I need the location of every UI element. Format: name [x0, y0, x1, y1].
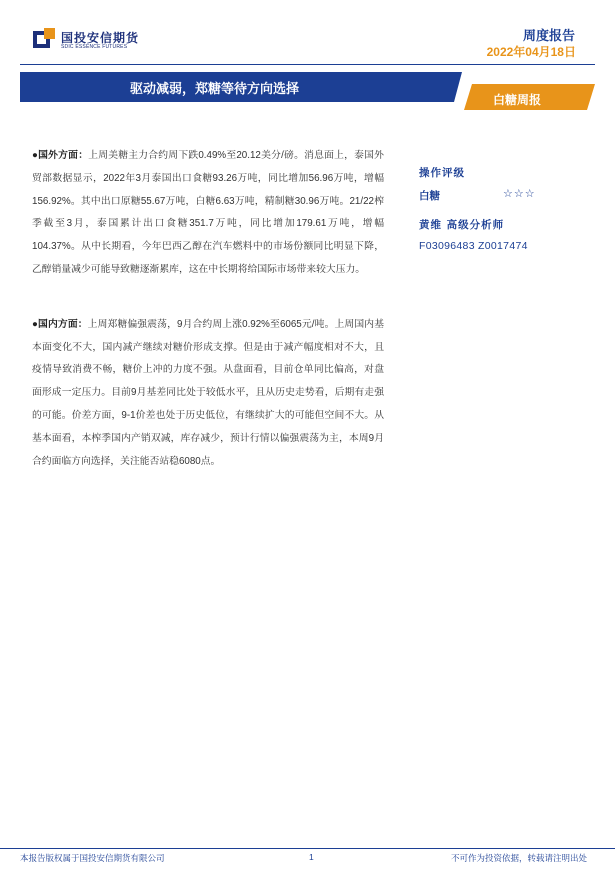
rating-row: [419, 188, 589, 208]
rating-stars-icon: ☆☆☆: [503, 188, 536, 200]
logo-mark-icon: [33, 28, 55, 50]
rating-label: 操作评级: [419, 167, 465, 179]
main-content: [32, 145, 384, 505]
analyst-license-codes: F03096483 Z0017474: [419, 240, 528, 252]
section-lead: ●国内方面：: [32, 318, 88, 330]
section-overseas: [32, 145, 384, 282]
footer-disclaimer: 不可作为投资依据，转载请注明出处: [450, 853, 587, 863]
report-title: 驱动减弱，郑糖等待方向选择: [130, 81, 300, 96]
sidebar: [419, 165, 589, 252]
report-type: 周度报告: [522, 28, 575, 43]
footer-copyright: 本报告版权属于国投安信期货有限公司: [20, 853, 165, 863]
rating-product: 白糖: [419, 190, 440, 202]
company-logo: [33, 28, 151, 52]
logo-english-name: SDIC ESSENCE FUTURES: [61, 44, 128, 50]
section-lead: ●国外方面：: [32, 150, 89, 161]
footer-divider: [0, 848, 615, 849]
page-number: 1: [309, 852, 314, 862]
logo-chinese-name: 国投安信期货: [61, 31, 140, 45]
analyst-name: 黄维 高级分析师: [419, 219, 505, 231]
report-category-tag: 白糖周报: [493, 93, 542, 107]
section-domestic: [32, 314, 384, 474]
section-text: 上周郑糖偏强震荡，9月合约周上涨0.92%至6065元/吨。上周国内基本面变化不大，国内减产继续对糖价形成支撑。但是由于减产幅度相对不大，且疫情导致消费不畅，糖价上冲的力度不强。从盘面看，目前仓单同比偏高，对盘面形成一定压力。目前9月基差同比处于较低水平，且从历史走势看，后期有走强的可能。价差方面，9-1价差也处于历史低位，有继续扩大的可能但空间不大。从基本面看，本榨季国内产销双减，库存减少，预计行情以偏强震荡为主，本周9月合约面临方向选择，关注能否站稳6080点。: [32, 318, 384, 467]
header-divider: [20, 64, 595, 65]
title-banner: [20, 72, 595, 110]
report-date: 2022年04月18日: [486, 45, 576, 59]
section-text: 上周美糖主力合约周下跌0.49%至20.12美分/磅。消息面上，泰国外贸部数据显示，2022年3月泰国出口食糖93.26万吨，同比增加56.96万吨，增幅156.92%。其中出口原糖55.67万吨，白糖6.63万吨，精制糖30.96万吨。21/22榨季截至3月，泰国累计出口食糖351.7万吨，同比增加179.61万吨，增幅104.37%。从中长期看，今年巴西乙醇在汽车燃料中的市场份额同比明显下降，乙醇销量减少可能导致糖逐渐累库，这在中长期将给国际市场带来较大压力。: [32, 150, 384, 275]
